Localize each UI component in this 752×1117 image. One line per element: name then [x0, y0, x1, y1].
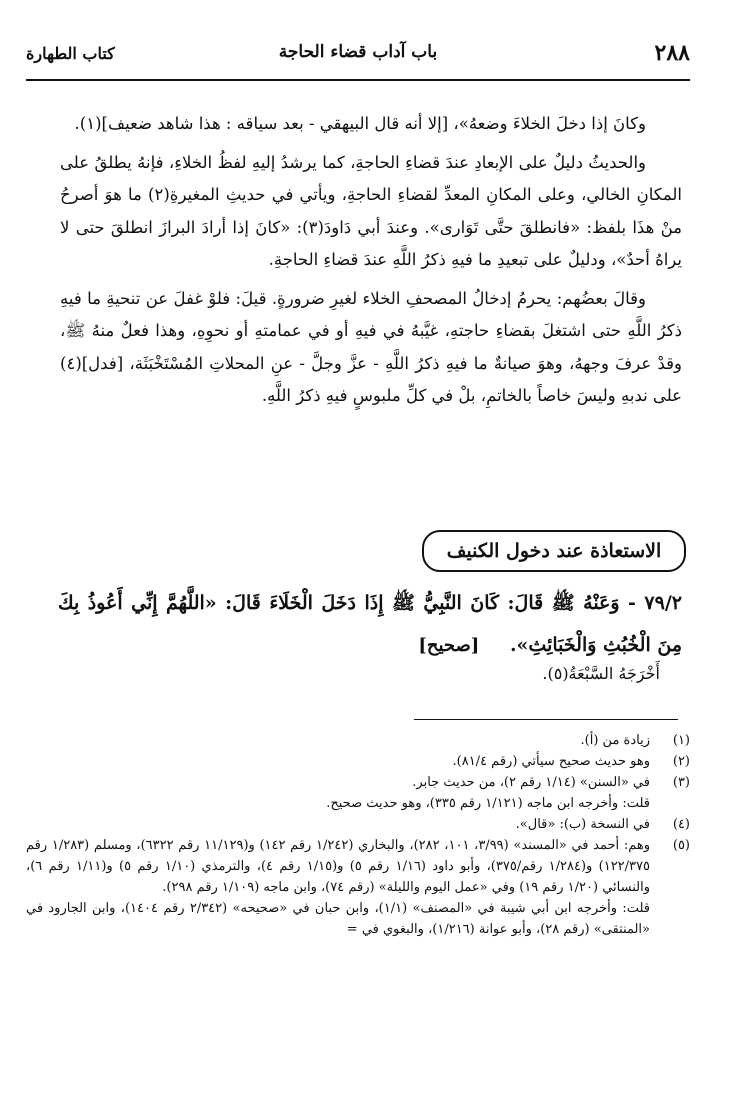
paragraph: والحديثُ دليلٌ على الإبعادِ عندَ قضاءِ الحاجةِ، كما يرشدُ إليهِ لفظُ الخلاءِ، فإنهُ يطلقُ على المكانِ الخالي، وعلى المكانِ المعدِّ لقضاءِ الحاجةِ، ويأتي في حديثِ المغيرةِ(٢) ما هوَ أصرحُ منْ هذَا بلفظ: «فانطلقَ حتَّى تَوَارى». وعندَ أبي دَاودَ(٣): «كانَ إذا أرادَ البرازَ انطلقَ حتى لا يراهُ أحدٌ»، ودليلٌ على تبعيدِ ما فيهِ ذكرُ اللَّهِ عندَ قضاءِ الحاجةِ.: [60, 152, 682, 269]
footnote-item: [26, 898, 690, 940]
footnote-number: (٢): [672, 754, 690, 769]
footnote-item: [26, 835, 690, 898]
paragraph: وقالَ بعضُهم: يحرمُ إدخالُ المصحفِ الخلاء لغيرِ ضرورةٍ. قيلَ: فلوْ غفلَ عن تنحيةِ ما فيهِ ذكرُ اللَّهِ حتى اشتغلَ بقضاءِ حاجتهِ، غيَّبهُ في فيهِ أو في عمامتهِ أو نحوِهِ، وهذا فعلٌ منهُ ﷺ، وقدْ عرفَ وجههُ، وهوَ صيانةٌ ما فيهِ ذكرُ اللَّهِ - عزَّ وجلَّ - عنِ المحلاتِ المُسْتَخْبَثَة، [فدل](٤) على ندبهِ وليسَ خاصاً بالخاتمِ، بلْ في كلِّ ملبوسٍ فيهِ ذكرُ اللَّهِ.: [60, 288, 682, 405]
section-title: الاستعاذة عند دخول الكنيف: [446, 540, 662, 562]
hadith-text: [58, 582, 682, 667]
chapter-title: باب آداب قضاء الحاجة: [278, 42, 438, 62]
footnote-text: في النسخة (ب): «قال».: [515, 817, 650, 832]
hadith-block: [58, 582, 682, 667]
footnote-text: زيادة من (أ).: [580, 733, 650, 748]
page-number: ٢٨٨: [654, 40, 690, 66]
footnote-number: (٤): [672, 817, 690, 832]
footnote-item: [26, 751, 690, 772]
hadith-grade: [صحيح]: [418, 635, 480, 656]
main-text: [60, 108, 682, 413]
footnote-text: في «السنن» (١/١٤ رقم ٢)، من حديث جابر.: [412, 775, 650, 790]
book-title: كتاب الطهارة: [26, 44, 115, 63]
footnote-text: وهو حديث صحيح سيأتي (رقم ٨١/٤).: [452, 754, 650, 769]
header-divider: [26, 79, 690, 81]
footnote-item: [26, 814, 690, 835]
hadith-number: ٧٩/٢: [644, 592, 682, 614]
footnote-text: قلت: وأخرجه ابن أبي شيبة في «المصنف» (١/١)، وابن حبان في «صحيحه» (٢/٣٤٢ رقم ١٤٠٤)، وابن الجارود في «المنتقى» (رقم ٢٨)، وأبو عوانة (١/٢١٦)، والبغوي في =: [26, 901, 650, 937]
footnote-continuation: قلت: وأخرجه ابن ماجه (١/١٢١ رقم ٣٣٥)، وهو حديث صحيح.: [326, 796, 650, 811]
section-heading-box: [422, 530, 686, 572]
footnotes: [26, 730, 690, 940]
footnote-item: [26, 730, 690, 751]
hadith-takhrij: أَخْرَجَهُ السَّبْعَةُ(٥).: [542, 664, 660, 683]
footnote-number: (١): [672, 733, 690, 748]
footnote-number: (٥): [672, 838, 690, 853]
paragraph: وكانَ إذا دخلَ الخلاءَ وضعهُ»، [إلا أنه قال البيهقي - بعد سياقه : هذا شاهد ضعيف](١).: [74, 114, 646, 133]
page-header: [26, 38, 690, 78]
hadith-body: - وَعَنْهُ ﷺ قَالَ: كَانَ النَّبِيُّ ﷺ إِذَا دَخَلَ الْخَلَاءَ قَالَ: «اللَّهُمَّ إِنِّي أَعُوذُ بِكَ مِنَ الْخُبُثِ وَالْخَبَائِثِ».: [58, 592, 682, 656]
footnote-number: [650, 898, 690, 940]
footnote-item: [26, 772, 690, 793]
footnote-text: وهم: أحمد في «المسند» (٣/٩٩، ١٠١، ٢٨٢)، والبخاري (١/٢٤٢ رقم ١٤٢) و(١١/١٢٩ رقم ٦٣٢٢)، ومسلم (١/٢٨٣ رقم ١٢٢/٣٧٥) و(١/٢٨٤ رقم/٣٧٥)، وأبو داود (١/١٦ رقم ٥) و(١/١٥ رقم ٤)، والترمذي (١/١٠ رقم ٥) و(١/١١ رقم ٦)، والنسائي (١/٢٠ رقم ١٩) وفي «عمل اليوم والليلة» (رقم ٧٤)، وابن ماجه (١/١٠٩ رقم ٢٩٨).: [26, 838, 651, 895]
footnote-divider: [414, 719, 678, 720]
footnote-number: (٣): [672, 775, 690, 790]
